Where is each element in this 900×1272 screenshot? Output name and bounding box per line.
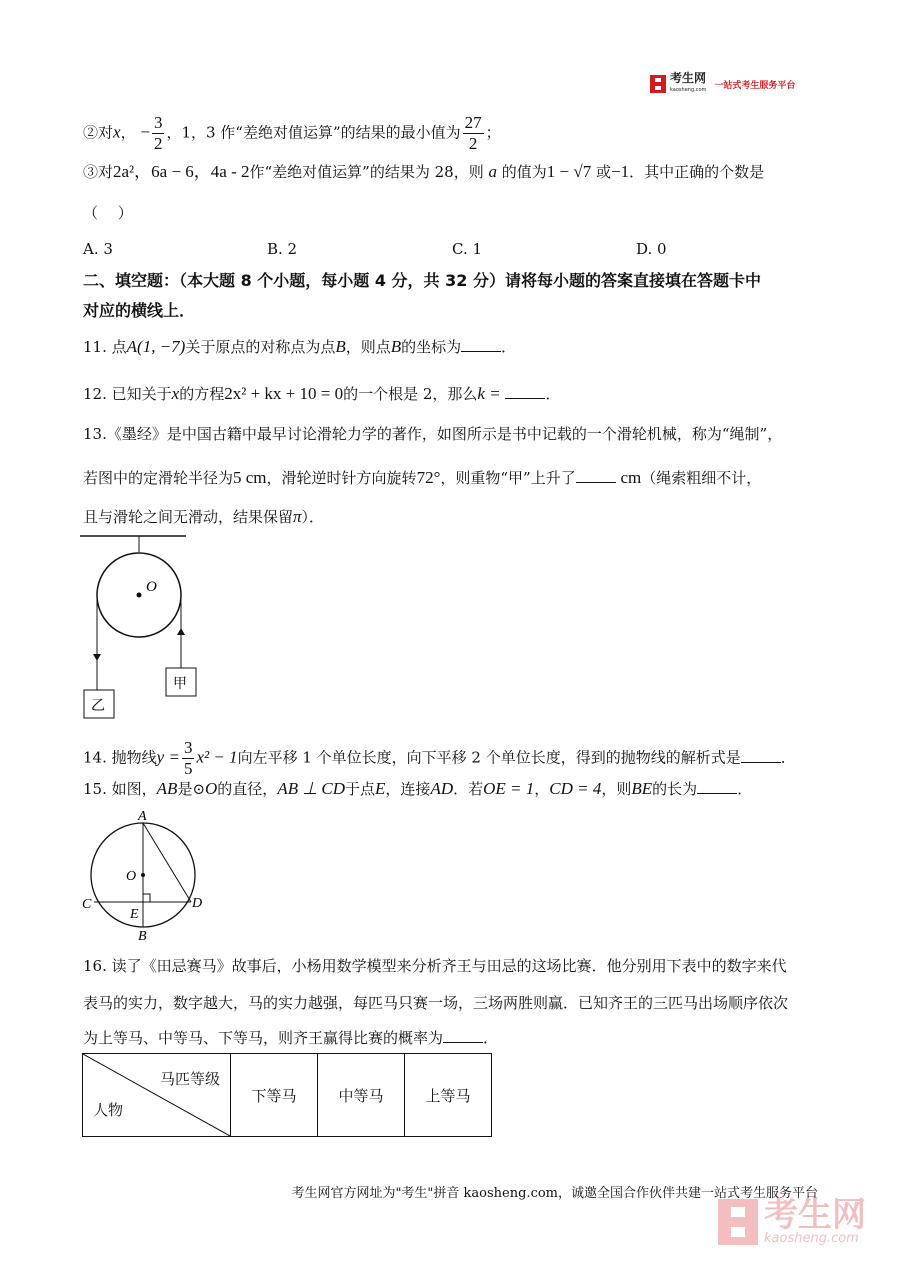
logo-name: 考生网 kaosheng.com <box>670 71 707 93</box>
question-16-line3: 为上等马、中等马、下等马，则齐王赢得比赛的概率为 ． <box>83 1029 499 1047</box>
question-13-line3: 且与滑轮之间无滑动，结果保留π）． <box>83 507 325 526</box>
svg-text:D: D <box>192 896 203 911</box>
q10-item3: ③对2a²，6a − 6，4a - 2作“差绝对值运算”的结果为 28，则 a 的值为1 − √7 或−1．其中正确的个数是 <box>83 162 765 181</box>
question-11: 11. 点A(1, −7)关于原点的对称点为点B，则点B的坐标为 ． <box>83 337 517 356</box>
table-header: 上等马 <box>405 1054 492 1137</box>
watermark-logo-icon <box>718 1199 758 1245</box>
answer-blank <box>697 779 737 794</box>
question-12: 12. 已知关于x的方程2x² + kx + 10 = 0的一个根是 2，那么k = ． <box>83 384 561 403</box>
svg-text:O: O <box>126 869 137 884</box>
pulley-center <box>137 593 142 598</box>
arrow-up-icon <box>177 628 185 635</box>
pulley-figure <box>80 530 210 725</box>
logo-slogan: 一站式考生服务平台 <box>714 80 796 91</box>
right-angle-mark <box>143 894 150 902</box>
table-header: 中等马 <box>318 1054 405 1137</box>
answer-paren: （ ） <box>83 204 133 222</box>
answer-blank <box>576 468 616 483</box>
question-14: 14. 抛物线y = $\frac{3}{5}$ x² − 1向左平移 1 个单位长度，向下平移 2 个单位长度，得到的抛物线的解析式是 ． <box>83 738 796 778</box>
question-16-line1: 16. 读了《田忌赛马》故事后，小杨用数学模型来分析齐王与田忌的这场比赛．他分别用下表中的数字来代 <box>83 957 787 975</box>
question-13-line2: 若图中的定滑轮半径为5 cm，滑轮逆时针方向旋转72°，则重物“甲”上升了 cm（绳索粗细不计， <box>83 468 762 487</box>
table-corner-cell: 马匹等级 人物 <box>83 1054 231 1137</box>
svg-text:E: E <box>130 907 139 922</box>
table-header: 下等马 <box>231 1054 318 1137</box>
option-d: D. 0 <box>636 240 667 258</box>
label-jia: 甲 <box>173 676 187 692</box>
horse-table <box>82 1053 492 1137</box>
question-15: 15. 如图，AB是⊙O的直径，AB ⊥ CD于点E，连接AD．若OE = 1，CD = 4，则BE的长为 ． <box>83 779 753 798</box>
logo-mark-icon <box>650 75 666 93</box>
segment-ad <box>143 823 191 902</box>
answer-blank <box>461 337 501 352</box>
svg-text:B: B <box>138 929 147 944</box>
answer-blank <box>741 748 781 763</box>
option-c: C. 1 <box>452 240 483 258</box>
arrow-down-icon <box>93 654 101 661</box>
svg-text:C: C <box>82 897 92 912</box>
page-footer: 考生网官方网址为"考生"拼音 kaosheng.com，诚邀全国合作伙伴共建一站式考生服务平台 <box>291 1186 818 1201</box>
q10-item2: ②对x， − $\frac{3}{2}$ ，1，3 作“差绝对值运算”的结果的最小值为 $\frac{27}{2}$ ； <box>83 113 501 153</box>
question-13-line1: 13.《墨经》是中国古籍中最早讨论滑轮力学的著作，如图所示是书中记载的一个滑轮机械，称为“绳制”， <box>83 425 783 443</box>
option-a: A. 3 <box>83 240 113 258</box>
circle-figure <box>78 805 208 945</box>
center-point <box>141 873 145 877</box>
label-yi: 乙 <box>91 698 105 714</box>
answer-blank <box>505 384 545 399</box>
svg-text:A: A <box>138 809 147 824</box>
header-logo <box>650 72 795 96</box>
watermark: 考生网 kaosheng.com <box>718 1198 866 1246</box>
section-heading: 二、填空题：（本大题 8 个小题，每小题 4 分，共 32 分）请将每小题的答案直接填在答题卡中 <box>83 271 761 290</box>
option-b: B. 2 <box>267 240 298 258</box>
section-heading-cont: 对应的横线上． <box>83 301 196 320</box>
answer-blank <box>443 1028 483 1043</box>
label-o: O <box>146 579 157 595</box>
question-16-line2: 表马的实力，数字越大，马的实力越强，每匹马只赛一场，三场两胜则赢．已知齐王的三匹马出场顺序依次 <box>83 994 789 1012</box>
